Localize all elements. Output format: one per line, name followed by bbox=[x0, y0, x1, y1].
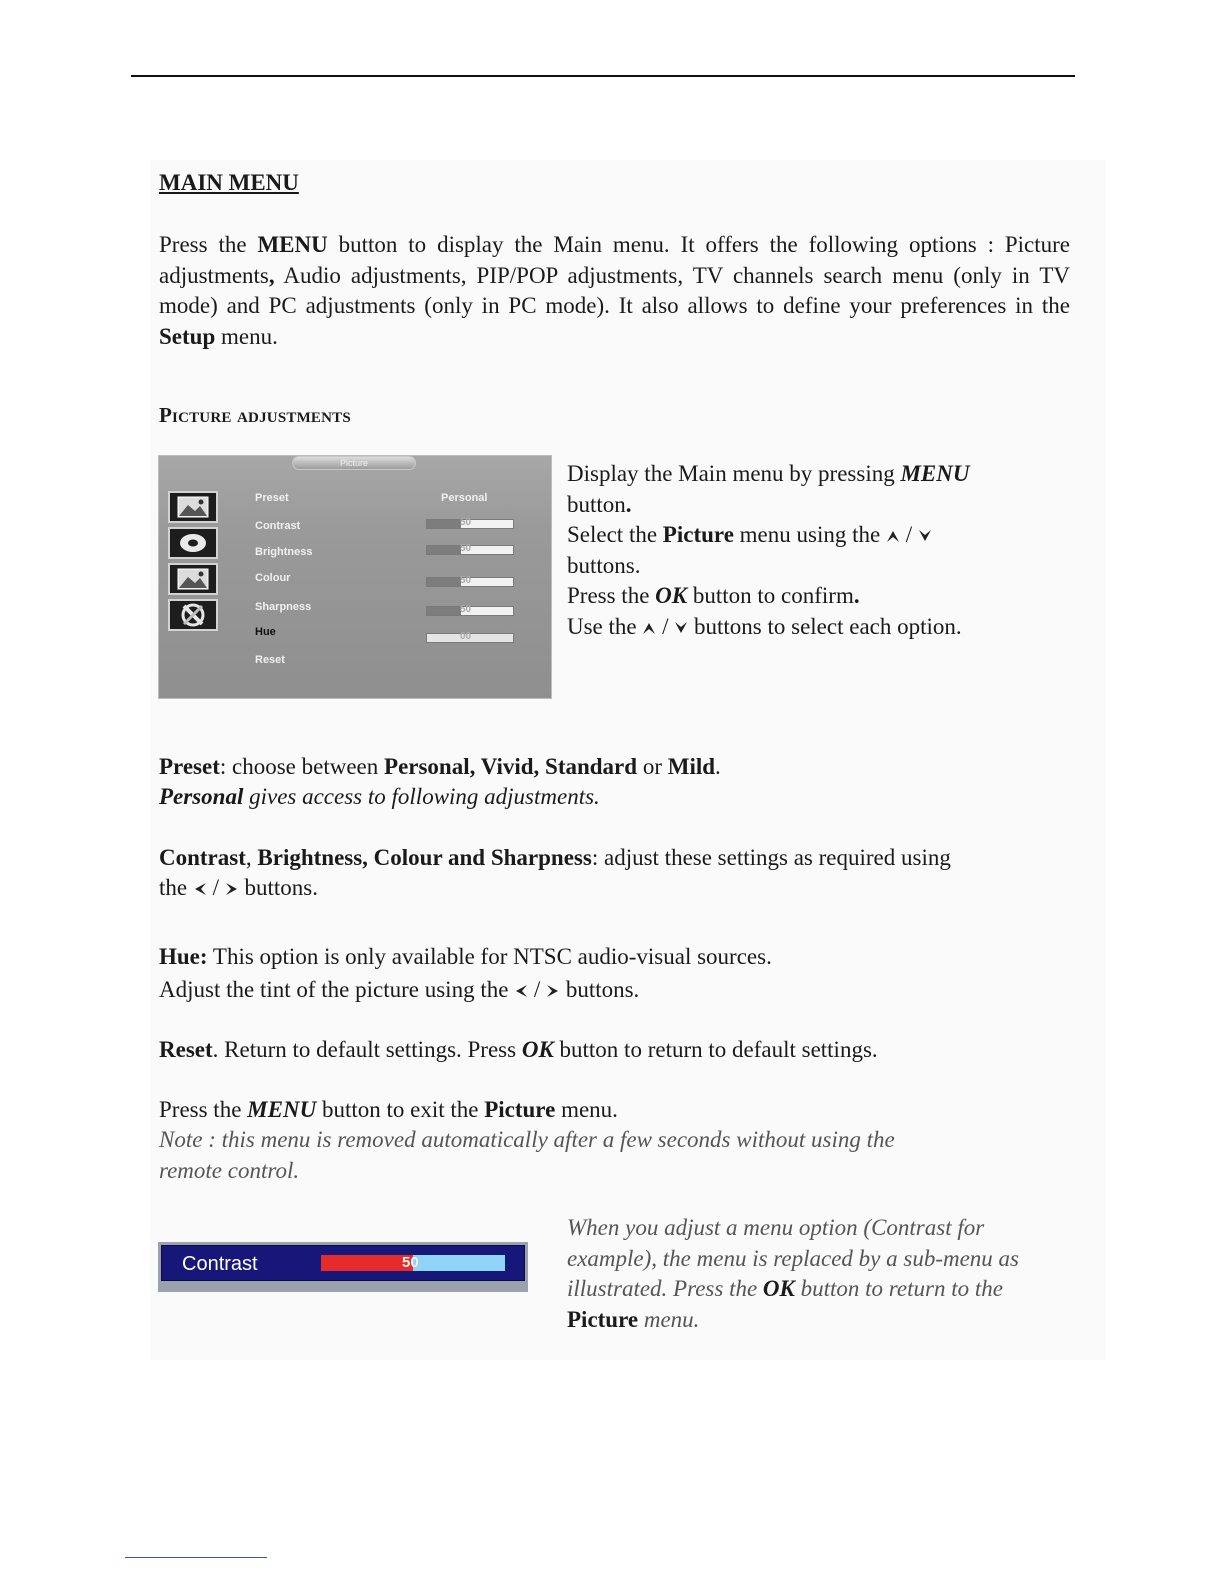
text-run: / bbox=[656, 613, 675, 639]
brightness-slider[interactable] bbox=[426, 545, 514, 555]
top-rule bbox=[131, 75, 1075, 77]
text-run: button to exit the bbox=[316, 1097, 485, 1122]
sharpness-slider[interactable] bbox=[426, 606, 514, 616]
text-run: Picture bbox=[484, 1097, 556, 1122]
text-run: : choose between bbox=[219, 754, 385, 779]
submenu-explanation bbox=[567, 1213, 1097, 1335]
picture-instructions bbox=[567, 459, 1067, 642]
submenu-value: 50 bbox=[402, 1254, 419, 1271]
text-run: menu. bbox=[555, 1097, 618, 1122]
contrast-value: 50 bbox=[460, 517, 472, 528]
text-run: button to return to the bbox=[794, 1276, 1003, 1301]
text-run: Reset bbox=[159, 1037, 213, 1062]
instruction-line bbox=[567, 459, 1067, 490]
text-run: / bbox=[528, 977, 547, 1002]
instruction-line bbox=[567, 581, 1067, 612]
text-run: remote control. bbox=[159, 1158, 300, 1183]
text-run: , bbox=[245, 845, 258, 870]
text-run: Personal, Vivid, Standard bbox=[384, 754, 638, 779]
menu-row-hue-label[interactable]: Hue bbox=[255, 626, 276, 638]
contrast-brightness-description-cont bbox=[159, 873, 318, 904]
picture-menu-panel bbox=[158, 455, 552, 699]
submenu-label: Contrast bbox=[182, 1253, 258, 1275]
text-run: OK bbox=[521, 1037, 554, 1062]
sharpness-value: 50 bbox=[460, 604, 472, 615]
text-run: MENU bbox=[247, 1097, 317, 1122]
main-menu-heading: MAIN MENU bbox=[159, 170, 299, 195]
text-run: Note : this menu is removed automatically after a few seconds without using the bbox=[159, 1127, 895, 1152]
text-run: . bbox=[625, 491, 632, 517]
text-run: button to display the Main menu. It offers the following options : Picture adjustments bbox=[159, 232, 1070, 288]
right-arrow-icon bbox=[225, 875, 239, 900]
explanation-line bbox=[567, 1274, 1097, 1305]
text-run: illustrated. Press the bbox=[567, 1276, 763, 1301]
text-run: button to confirm bbox=[687, 583, 854, 608]
text-run: Contrast bbox=[159, 845, 246, 870]
text-run: . bbox=[853, 583, 860, 608]
text-run: button to return to default settings. bbox=[553, 1037, 878, 1062]
picture-icon bbox=[168, 563, 218, 595]
text-run: / bbox=[899, 522, 918, 547]
main-menu-intro bbox=[159, 230, 1070, 352]
text-run: Picture bbox=[567, 1306, 639, 1332]
sharpness-slider-fill bbox=[427, 607, 461, 615]
colour-slider-fill bbox=[427, 578, 461, 586]
text-run: menu. bbox=[638, 1306, 700, 1332]
menu-row-sharpness-label[interactable]: Sharpness bbox=[255, 601, 312, 613]
up-arrow-icon bbox=[886, 522, 900, 547]
text-run: menu using the bbox=[733, 522, 886, 547]
auto-remove-note-cont bbox=[159, 1156, 299, 1187]
submenu-slider[interactable] bbox=[321, 1255, 505, 1271]
text-run: Use the bbox=[567, 613, 643, 639]
preset-description bbox=[159, 752, 721, 783]
text-run: Hue bbox=[159, 944, 200, 969]
picture-menu-title: Picture bbox=[292, 456, 416, 470]
text-run: buttons. bbox=[567, 552, 641, 578]
text-run: the bbox=[159, 875, 193, 900]
up-arrow-icon bbox=[642, 614, 656, 639]
explanation-line bbox=[567, 1305, 1097, 1336]
text-run: MENU bbox=[900, 461, 970, 486]
reset-description bbox=[159, 1035, 878, 1066]
hue-description-cont bbox=[159, 975, 639, 1006]
text-run: button bbox=[567, 491, 626, 517]
text-run: menu. bbox=[215, 323, 278, 349]
text-run: Press the bbox=[159, 232, 258, 257]
contrast-brightness-description bbox=[159, 843, 951, 874]
text-run: OK bbox=[655, 583, 688, 608]
text-run: This option is only available for NTSC audio-visual sources. bbox=[207, 944, 772, 969]
text-run: Setup bbox=[159, 323, 216, 349]
right-arrow-icon bbox=[546, 977, 560, 1002]
text-run: buttons to select each option. bbox=[688, 613, 962, 639]
text-run: Brightness, Colour and Sharpness bbox=[257, 845, 592, 870]
audio-disc-icon bbox=[168, 527, 218, 559]
settings-tools-icon bbox=[168, 599, 218, 631]
down-arrow-icon bbox=[918, 522, 932, 547]
instruction-line bbox=[567, 520, 1067, 551]
instruction-line bbox=[567, 490, 1067, 521]
text-run: example), the menu is replaced by a sub-menu as bbox=[567, 1245, 1019, 1271]
explanation-line bbox=[567, 1213, 1097, 1244]
text-run: Press the bbox=[159, 1097, 248, 1122]
hue-description bbox=[159, 942, 772, 973]
text-run: Preset bbox=[159, 754, 220, 779]
text-run: OK bbox=[762, 1276, 795, 1301]
text-run: / bbox=[206, 875, 225, 900]
exit-instruction bbox=[159, 1095, 618, 1126]
picture-icon bbox=[168, 491, 218, 523]
down-arrow-icon bbox=[674, 614, 688, 639]
text-run: MENU bbox=[257, 232, 328, 257]
menu-row-colour-label[interactable]: Colour bbox=[255, 572, 291, 584]
text-run: buttons. bbox=[238, 875, 318, 900]
instruction-line bbox=[567, 551, 1067, 582]
colour-slider[interactable] bbox=[426, 577, 514, 587]
explanation-line bbox=[567, 1244, 1097, 1275]
text-run: Select the bbox=[567, 522, 663, 547]
auto-remove-note bbox=[159, 1125, 895, 1156]
hue-slider[interactable] bbox=[426, 633, 514, 643]
text-run: Mild bbox=[667, 754, 716, 779]
text-run: , bbox=[268, 262, 275, 288]
menu-row-reset-label[interactable]: Reset bbox=[255, 654, 285, 666]
text-run: or bbox=[637, 754, 668, 779]
text-run: When you adjust a menu option (Contrast for bbox=[567, 1215, 985, 1240]
contrast-submenu bbox=[161, 1245, 525, 1281]
left-arrow-icon bbox=[193, 875, 207, 900]
picture-adjustments-heading: Picture adjustments bbox=[159, 403, 351, 427]
text-run: . Return to default settings. Press bbox=[212, 1037, 522, 1062]
contrast-slider-fill bbox=[427, 520, 461, 528]
text-run: buttons. bbox=[560, 977, 640, 1002]
text-run: : bbox=[199, 944, 208, 969]
menu-row-brightness-label[interactable]: Brightness bbox=[255, 546, 313, 558]
text-run: Adjust the tint of the picture using the bbox=[159, 977, 515, 1002]
footnote-rule bbox=[125, 1557, 267, 1558]
menu-row-preset-value: Personal bbox=[441, 492, 488, 504]
text-run: Personal bbox=[159, 784, 244, 809]
instruction-line bbox=[567, 612, 1067, 643]
contrast-slider[interactable] bbox=[426, 519, 514, 529]
left-arrow-icon bbox=[514, 977, 528, 1002]
text-run: . bbox=[715, 754, 721, 779]
submenu-slider-fill bbox=[321, 1255, 413, 1271]
hue-value: 00 bbox=[460, 631, 472, 642]
text-run: Press the bbox=[567, 583, 656, 608]
text-run: : adjust these settings as required using bbox=[591, 845, 951, 870]
colour-value: 50 bbox=[460, 575, 472, 586]
brightness-slider-fill bbox=[427, 546, 461, 554]
menu-row-preset-label[interactable]: Preset bbox=[255, 492, 289, 504]
brightness-value: 50 bbox=[460, 543, 472, 554]
text-run: gives access to following adjustments. bbox=[243, 784, 600, 809]
personal-description bbox=[159, 782, 600, 813]
text-run: Picture bbox=[662, 522, 734, 547]
text-run: Audio adjustments, PIP/POP adjustments, TV channels search menu (only in TV mode) and PC adjustments (only in PC mode). It also allows to define your preferences in the bbox=[159, 262, 1070, 318]
menu-row-contrast-label[interactable]: Contrast bbox=[255, 520, 301, 532]
text-run: Display the Main menu by pressing bbox=[567, 461, 901, 486]
